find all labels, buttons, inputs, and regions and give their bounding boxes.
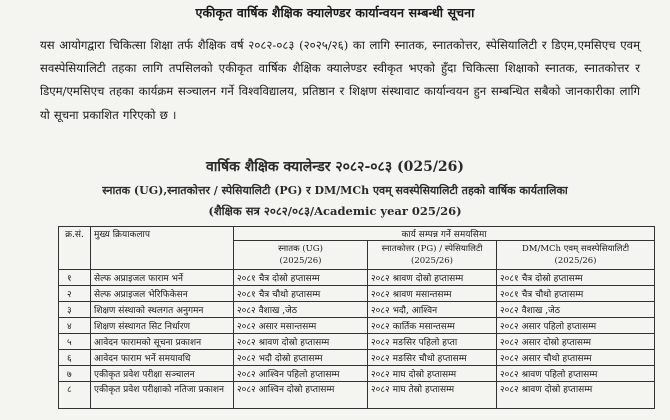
cell-ug: २०८१ चैत्र दोस्रो हप्तासम्म (234, 270, 368, 286)
cell-pg: २०८२ माघ दोस्रो हप्तासम्म (368, 366, 497, 382)
cell-activity: सेल्फ अप्राइजल भेरिफिकेसन (91, 286, 234, 302)
table-row (59, 318, 655, 334)
cell-dm: २०८१ चैत्र चौथो हप्तासम्म (497, 286, 655, 302)
cell-activity: शिक्षण संस्थाको स्थलगत अनुगमन (91, 302, 234, 318)
cell-dm: २०८२ श्रावण पहिलो हप्तासम्म (497, 366, 655, 382)
cell-sn: ४ (59, 318, 91, 334)
header-ug-label: स्नातक (UG) (278, 244, 323, 254)
cell-ug: २०८२ श्रावण दोस्रो हप्तासम्म (234, 334, 368, 350)
header-pg (368, 241, 497, 270)
cell-dm: २०८२ श्रावण दोस्रो हप्तासम्म (497, 382, 655, 409)
table-row (59, 286, 655, 302)
cell-dm: २०८२ वैशाख ,जेठ (497, 302, 655, 318)
table-row (59, 334, 655, 350)
header-deadline-group: कार्य सम्पन्न गर्ने समयसिमा (234, 227, 655, 241)
cell-sn: ६ (59, 350, 91, 366)
notice-title: एकीकृत वार्षिक शैक्षिक क्यालेण्डर कार्यान्वयन सम्बन्धी सूचना (195, 5, 475, 20)
cell-pg: २०८२ कार्तिक मसान्तसम्म (368, 318, 497, 334)
cell-pg: २०८२ श्रावण दोस्रो हप्तासम्म (368, 270, 497, 286)
cell-activity: एकीकृत प्रवेश परीक्षा सञ्चालन (91, 366, 234, 382)
calendar-table (58, 226, 655, 409)
calendar-subtitle: स्नातक (UG),स्नातकोत्तर / स्पेसियालिटी (PG) र DM/MCh एवम् सवस्पेसियालिटी तहको वार्षिक कार्यतालिका (102, 184, 568, 197)
cell-activity: आवेदन फाराम भर्ने समयावधि (91, 350, 234, 366)
cell-activity: आवेदन फारामको सूचना प्रकाशन (91, 334, 234, 350)
table-row (59, 350, 655, 366)
table-row (59, 270, 655, 286)
calendar-title: वार्षिक शैक्षिक क्यालेन्डर २०८२-०८३ (025/26) (205, 159, 465, 175)
cell-ug: २०८२ आश्विन दोस्रो हप्तासम्म (234, 382, 368, 409)
cell-sn: ३ (59, 302, 91, 318)
cell-sn: ८ (59, 382, 91, 409)
cell-pg: २०८२ मङसिर चौथो हप्तासम्म (368, 350, 497, 366)
notice-paragraph: यस आयोगद्वारा चिकित्सा शिक्षा तर्फ शैक्षिक वर्ष २०८२-०८३ (२०२५/२६) का लागि स्नातक, स्नातकोत्तर, स्पेसियालिटी र डिएम,एमसिएच एवम् सवस्पेसियालिटी तहका लागि तपसिलको एकीकृत वार्षिक शैक्षिक क्यालेण्डर स्वीकृत भएको हुँदा चिकित्सा शिक्षाको स्नातक, स्नातकोत्तर र डिएम/एमसिएच तहका कार्यक्रम सञ्चालन गर्ने विश्वविद्यालय, प्रतिष्ठान र शिक्षण संस्थावाट कार्यान्वयन हुन सम्बन्धित सबैको जानकारीका लागि यो सूचना प्रकाशित गरिएको छ । (40, 38, 640, 122)
cell-sn: ५ (59, 334, 91, 350)
cell-ug: २०८२ वैशाख ,जेठ (234, 302, 368, 318)
cell-activity: सेल्फ अप्राइजल फाराम भर्ने (91, 270, 234, 286)
cell-dm: २०८१ चैत्र दोस्रो हप्तासम्म (497, 270, 655, 286)
header-ug-year: (2025/26) (279, 256, 322, 266)
header-dm (497, 241, 655, 270)
table-row (59, 302, 655, 318)
cell-activity: एकीकृत प्रवेश परीक्षाको नतिजा प्रकाशन (91, 382, 234, 409)
cell-dm: २०८२ असार चौथो हप्तासम्म (497, 350, 655, 366)
header-sn: क्र.सं. (59, 227, 91, 270)
cell-sn: ७ (59, 366, 91, 382)
header-activity: मुख्य क्रियाकलाप (91, 227, 234, 270)
header-pg-label: स्नातकोत्तर (PG) / स्पेसियालिटी (381, 244, 483, 254)
header-ug (234, 241, 368, 270)
cell-sn: १ (59, 270, 91, 286)
cell-ug: २०८२ आश्विन पहिलो हप्तासम्म (234, 366, 368, 382)
table-row (59, 366, 655, 382)
cell-pg: २०८२ श्रावण मसान्तसम्म (368, 286, 497, 302)
cell-pg: २०८२ भदौ, आश्विन (368, 302, 497, 318)
cell-dm: २०८२ असार दोस्रो हप्तासम्म (497, 334, 655, 350)
cell-activity: शिक्षण संस्थागत सिट निर्धारण (91, 318, 234, 334)
cell-pg: २०८२ मङसिर पहिलो हप्ता (368, 334, 497, 350)
cell-ug: २०८२ भदौ दोस्रो हप्तासम्म (234, 350, 368, 366)
table-row (59, 382, 655, 409)
cell-pg: २०८२ माघ तेस्रो हप्तासम्म (368, 382, 497, 409)
header-pg-year: (2025/26) (411, 256, 453, 266)
header-dm-year: (2025/26) (554, 256, 597, 266)
cell-ug: २०८२ असार मसान्तसम्म (234, 318, 368, 334)
cell-sn: २ (59, 286, 91, 302)
calendar-session: (शैक्षिक सत्र २०८२/०८३/Academic year 025/26) (208, 204, 462, 218)
header-dm-label: DM/MCh एवम् सवस्पेसियालिटी (521, 244, 630, 254)
cell-dm: २०८२ असार पहिलो हप्तासम्म (497, 318, 655, 334)
cell-ug: २०८१ चैत्र चौथो हप्तासम्म (234, 286, 368, 302)
